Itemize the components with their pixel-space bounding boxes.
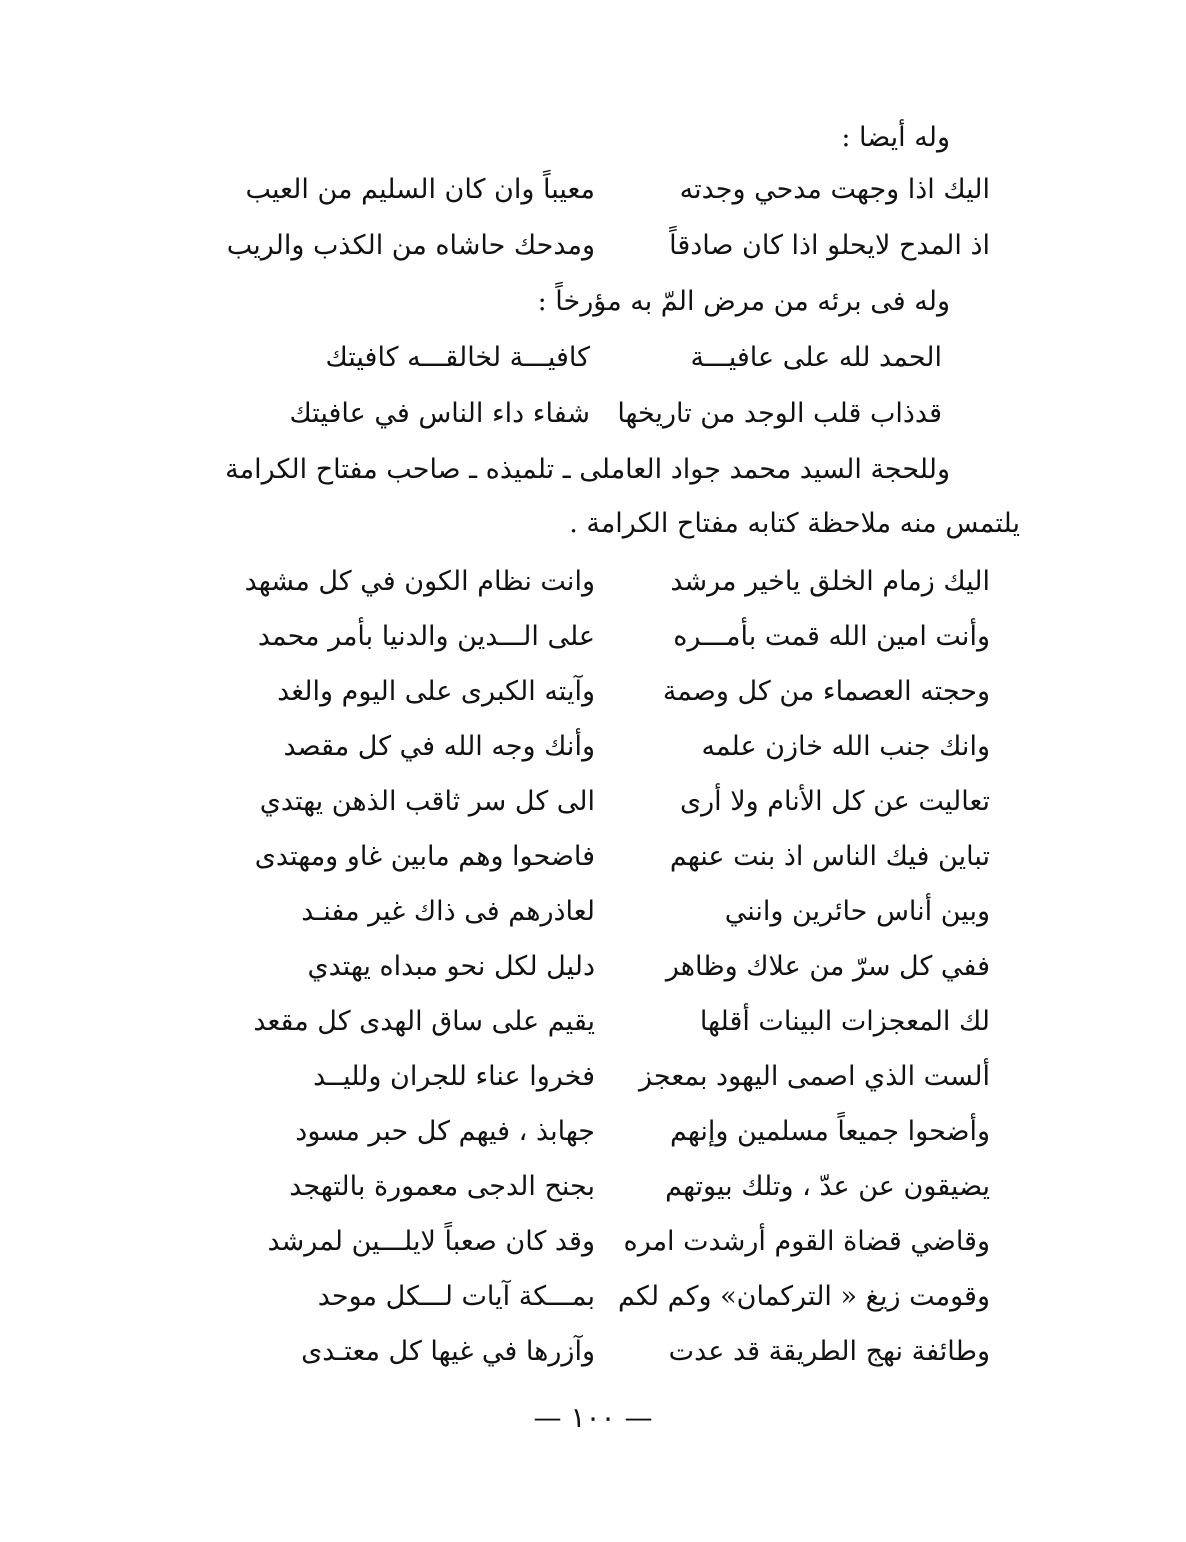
verse-line	[180, 1112, 990, 1152]
verse-first-hemistich: اليك اذا وجهت مدحي وجدته	[679, 174, 990, 205]
verse-first-hemistich: وأضحوا جميعاً مسلمين وإنهم	[669, 1116, 990, 1147]
verse-line	[180, 782, 990, 822]
verse-line	[180, 837, 990, 877]
verse-line	[230, 338, 942, 378]
verse-second-hemistich: جهابذ ، فيهم كل حبر مسود	[295, 1116, 595, 1147]
verse-second-hemistich: بمـــكة آيات لـــكل موحد	[317, 1281, 595, 1312]
verse-first-hemistich: ففي كل سرّ من علاك وظاهر	[665, 951, 990, 982]
verse-first-hemistich: وحجته العصماء من كل وصمة	[662, 676, 990, 707]
verse-first-hemistich: تعاليت عن كل الأنام ولا أرى	[680, 786, 990, 817]
verse-second-hemistich: ومدحك حاشاه من الكذب والريب	[226, 230, 595, 261]
verse-line	[180, 170, 990, 210]
verse-second-hemistich: لعاذرهم فى ذاك غير مفنـد	[301, 896, 595, 927]
verse-first-hemistich: وقاضي قضاة القوم أرشدت امره	[623, 1226, 990, 1257]
verse-first-hemistich: وقومت زيغ « التركمان» وكم لكم	[617, 1281, 990, 1312]
verse-second-hemistich: الى كل سر ثاقب الذهن يهتدي	[259, 786, 595, 817]
verse-line	[180, 562, 990, 602]
verse-second-hemistich: وآيته الكبرى على اليوم والغد	[277, 676, 595, 707]
verse-second-hemistich: وآزرها في غيها كل معتـدى	[301, 1336, 595, 1367]
verse-second-hemistich: فخروا عناء للجران ولليــد	[313, 1061, 595, 1092]
verse-first-hemistich: تباين فيك الناس اذ بنت عنهم	[669, 841, 990, 872]
intro-heading: وله أيضا :	[841, 122, 950, 153]
verse-second-hemistich: يقيم على ساق الهدى كل مقعد	[253, 1006, 595, 1037]
verse-second-hemistich: معيباً وان كان السليم من العيب	[245, 174, 595, 205]
verse-line	[180, 617, 990, 657]
verse-first-hemistich: وطائفة نهج الطريقة قد عدت	[668, 1336, 990, 1367]
second-heading: وله فى برئه من مرض المّ به مؤرخاً :	[537, 286, 950, 317]
page-number: — ١٠٠ —	[533, 1401, 653, 1434]
verse-line	[180, 1277, 990, 1317]
verse-second-hemistich: وأنك وجه الله في كل مقصد	[283, 731, 595, 762]
verse-line	[180, 672, 990, 712]
verse-line	[180, 1167, 990, 1207]
verse-line	[180, 727, 990, 767]
verse-line	[180, 947, 990, 987]
verse-first-hemistich: وانك جنب الله خازن علمه	[701, 731, 990, 762]
verse-second-hemistich: دليل لكل نحو مبداه يهتدي	[307, 951, 595, 982]
third-intro-line-2: يلتمس منه ملاحظة كتابه مفتاح الكرامة .	[569, 508, 1020, 539]
verse-second-hemistich: على الـــدين والدنيا بأمر محمد	[257, 621, 595, 652]
verse-first-hemistich: اذ المدح لايحلو اذا كان صادقاً	[669, 230, 990, 261]
verse-first-hemistich: الحمد لله على عافيـــة	[690, 342, 942, 373]
verse-second-hemistich: وقد كان صعباً لايلـــين لمرشد	[267, 1226, 595, 1257]
verse-line	[180, 892, 990, 932]
verse-line	[180, 1222, 990, 1262]
verse-second-hemistich: فاضحوا وهم مابين غاو ومهتدى	[254, 841, 595, 872]
verse-first-hemistich: يضيقون عن عدّ ، وتلك بيوتهم	[665, 1171, 990, 1202]
verse-line	[230, 394, 942, 434]
verse-first-hemistich: وبين أناس حائرين وانني	[724, 896, 990, 927]
verse-second-hemistich: كافيـــة لخالقـــه كافيتك	[325, 342, 590, 373]
verse-line	[180, 1332, 990, 1372]
verse-line	[180, 1002, 990, 1042]
verse-line	[180, 1057, 990, 1097]
verse-first-hemistich: اليك زمام الخلق ياخير مرشد	[670, 566, 990, 597]
verse-first-hemistich: لك المعجزات البينات أقلها	[699, 1006, 990, 1037]
verse-line	[180, 226, 990, 266]
verse-first-hemistich: وأنت امين الله قمت بأمـــره	[673, 621, 990, 652]
verse-second-hemistich: شفاء داء الناس في عافيتك	[289, 398, 590, 429]
verse-second-hemistich: بجنح الدجى معمورة بالتهجد	[289, 1171, 595, 1202]
third-intro-line-1: وللحجة السيد محمد جواد العاملى ـ تلميذه ـ صاحب مفتاح الكرامة	[225, 454, 950, 485]
verse-first-hemistich: قدذاب قلب الوجد من تاريخها	[617, 398, 942, 429]
verse-second-hemistich: وانت نظام الكون في كل مشهد	[244, 566, 595, 597]
verse-first-hemistich: ألست الذي اصمى اليهود بمعجز	[639, 1061, 990, 1092]
